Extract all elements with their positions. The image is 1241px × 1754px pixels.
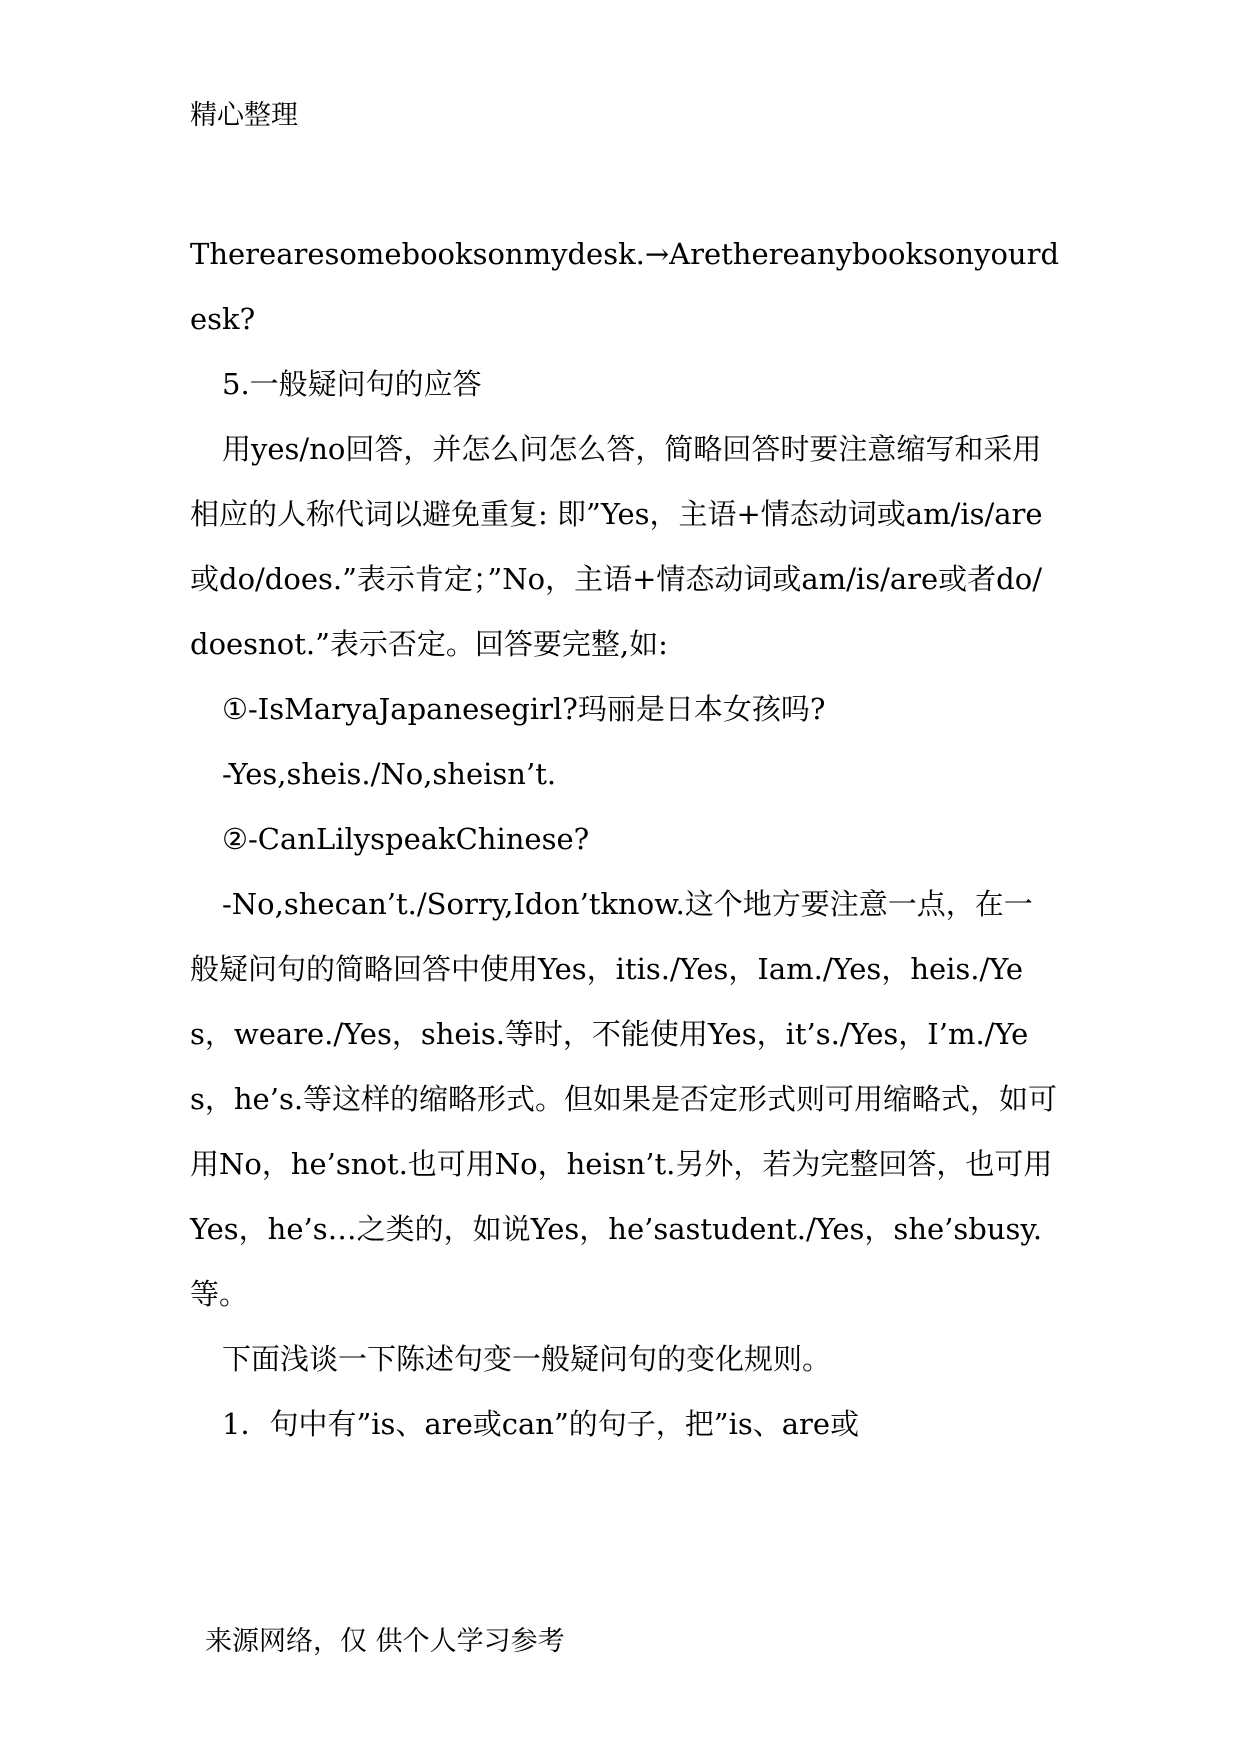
example-answer-1: -Yes,sheis./No,sheisn’t. [222, 757, 557, 791]
page-footer: 来源网络，仅 供个人学习参考 [205, 1626, 565, 1657]
paragraph-answer-rules: 用yes/no回答，并怎么问怎么答，简略回答时要注意缩写和采用相应的人称代词以避免重复: 即”Yes，主语+情态动词或am/is/are或do/does.”表示肯定；”No，主语+情态动词或am/is/are或者do/doesnot.”表示否定。回答要完整,如: [190, 432, 1043, 661]
paragraph-example-sentence: Therearesomebooksonmydesk.→Arethereanybooksonyourdesk? [190, 237, 1060, 336]
paragraph-transform-rules: 下面浅谈一下陈述句变一般疑问句的变化规则。 [222, 1342, 832, 1376]
page-header: 精心整理 [190, 100, 298, 131]
example-question-1: ①-IsMaryaJapanesegirl?玛丽是日本女孩吗? [222, 692, 826, 726]
example-question-2: ②-CanLilyspeakChinese? [222, 822, 590, 856]
rule-item-1: 1．句中有”is、are或can”的句子，把”is、are或 [222, 1407, 860, 1441]
section-heading: 5.一般疑问句的应答 [222, 367, 482, 401]
example-answer-2-note: -No,shecan’t./Sorry,Idon’tknow.这个地方要注意一点，在一般疑问句的简略回答中使用Yes，itis./Yes，Iam./Yes，heis./Yes，weare./Yes，sheis.等时，不能使用Yes，it’s./Yes，I’m./Yes，he’s.等这样的缩略形式。但如果是否定形式则可用缩略式，如可用No，he’snot.也可用No，heisn’t.另外，若为完整回答，也可用Yes，he’s…之类的，如说Yes，he’sastudent./Yes，she’sbusy.等。 [190, 887, 1058, 1311]
document-body [190, 222, 1060, 1457]
